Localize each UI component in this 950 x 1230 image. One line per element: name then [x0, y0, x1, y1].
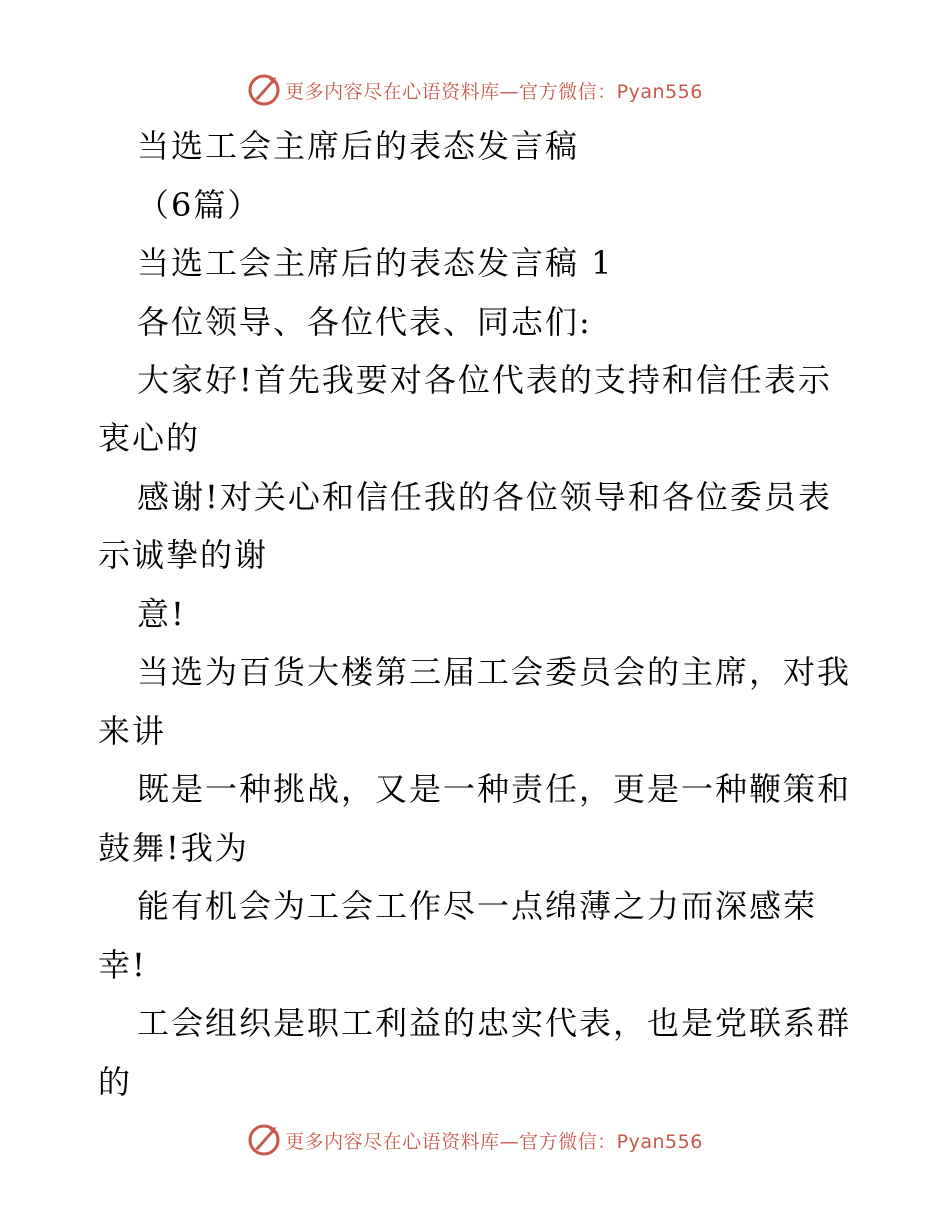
document-subtitle: （6篇） [137, 186, 262, 224]
paragraph-line: 幸! [98, 946, 147, 984]
banner-inner [247, 1123, 703, 1157]
footer-banner [0, 1120, 950, 1160]
paragraph-line: 感谢!对关心和信任我的各位领导和各位委员表 [137, 478, 832, 516]
paragraph-line: 示诚挚的谢 [98, 536, 269, 574]
paragraph-line: 来讲 [98, 712, 167, 750]
quill-logo-icon [247, 1123, 281, 1157]
quill-logo-icon [247, 73, 281, 107]
header-banner [0, 70, 950, 110]
banner-inner [247, 73, 703, 107]
paragraph-line: 鼓舞!我为 [98, 829, 249, 867]
paragraph-line: 的 [98, 1063, 133, 1101]
paragraph-line: 既是一种挑战，又是一种责任，更是一种鞭策和 [137, 770, 852, 808]
paragraph-line: 衷心的 [98, 419, 201, 457]
banner-text: 更多内容尽在心语资料库—官方微信：Pyan556 [285, 1130, 703, 1153]
banner-text: 更多内容尽在心语资料库—官方微信：Pyan556 [285, 80, 703, 103]
paragraph-line: 各位领导、各位代表、同志们: [137, 303, 592, 341]
section-heading: 当选工会主席后的表态发言稿 1 [137, 244, 614, 282]
paragraph-line: 大家好!首先我要对各位代表的支持和信任表示 [137, 361, 832, 399]
paragraph-line: 当选为百货大楼第三届工会委员会的主席，对我 [137, 653, 852, 691]
paragraph-line: 能有机会为工会工作尽一点绵薄之力而深感荣 [137, 887, 818, 925]
document-title: 当选工会主席后的表态发言稿 [137, 127, 580, 165]
paragraph-line: 工会组织是职工利益的忠实代表，也是党联系群 [137, 1004, 852, 1042]
paragraph-line: 意! [137, 595, 186, 633]
